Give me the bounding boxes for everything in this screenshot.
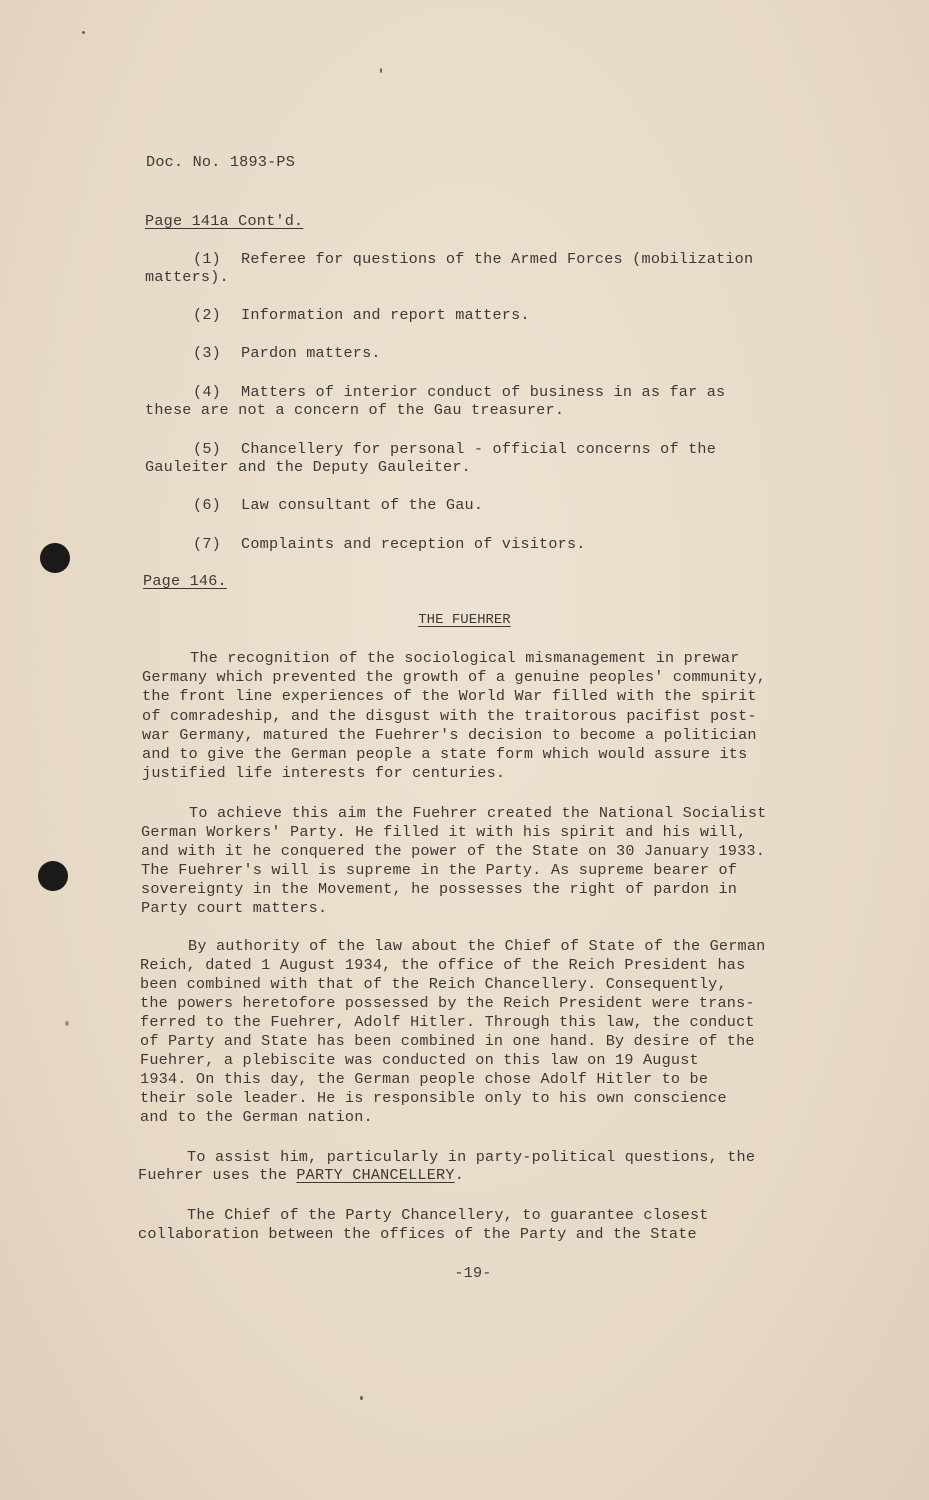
page-number: -19- <box>454 1264 492 1282</box>
item-text: Referee for questions of the Armed Forces (mobilization <box>241 250 754 268</box>
paragraph-line: justified life interests for centuries. <box>142 764 506 782</box>
paragraph-line: To assist him, particularly in party-political questions, the <box>187 1148 756 1166</box>
paragraph-line: Fuehrer, a plebiscite was conducted on this law on 19 August <box>140 1051 699 1069</box>
item-num: (3) <box>193 344 221 362</box>
item-num: (4) <box>193 383 221 401</box>
paragraph-line: Party court matters. <box>141 899 328 917</box>
item-text: matters). <box>145 268 229 286</box>
paragraph-line: German Workers' Party. He filled it with his spirit and his will, <box>141 823 747 841</box>
item-num: (5) <box>193 440 221 458</box>
paragraph-line: The recognition of the sociological mismanagement in prewar <box>190 649 740 667</box>
item-text: Information and report matters. <box>241 306 530 324</box>
paragraph-line: The Chief of the Party Chancellery, to guarantee closest <box>187 1206 709 1224</box>
item-text: Gauleiter and the Deputy Gauleiter. <box>145 458 471 476</box>
item-num: (7) <box>193 535 221 553</box>
paragraph-line: collaboration between the offices of the Party and the State <box>138 1225 697 1243</box>
paragraph-line: The Fuehrer's will is supreme in the Party. As supreme bearer of <box>141 861 738 879</box>
paragraph-line: and to the German nation. <box>140 1108 373 1126</box>
item-num: (6) <box>193 496 221 514</box>
paragraph-line: of comradeship, and the disgust with the traitorous pacifist post- <box>142 707 757 725</box>
text-fragment: . <box>454 1166 465 1184</box>
paragraph-line: the front line experiences of the World War filled with the spirit <box>142 687 757 705</box>
paragraph-line: and to give the German people a state form which would assure its <box>142 745 748 763</box>
paragraph-line: their sole leader. He is responsible only to his own conscience <box>140 1089 727 1107</box>
item-text: Pardon matters. <box>241 344 381 362</box>
paragraph-line: By authority of the law about the Chief of State of the German <box>188 937 766 955</box>
section-heading-page-146: Page 146. <box>143 572 227 590</box>
punch-hole-top <box>40 543 70 573</box>
paragraph-line: To achieve this aim the Fuehrer created the National Socialist <box>189 804 767 822</box>
section-heading-page-141a: Page 141a Cont'd. <box>145 212 304 230</box>
paragraph-line: war Germany, matured the Fuehrer's decision to become a politician <box>142 726 757 744</box>
speck <box>380 68 382 73</box>
speck <box>360 1396 363 1400</box>
text-fragment: Fuehrer uses the <box>138 1166 297 1184</box>
paragraph-line: and with it he conquered the power of the State on 30 January 1933. <box>141 842 766 860</box>
paragraph-line: of Party and State has been combined in one hand. By desire of the <box>140 1032 755 1050</box>
item-text: these are not a concern of the Gau treasurer. <box>145 401 565 419</box>
item-text: Law consultant of the Gau. <box>241 496 484 514</box>
paragraph-line <box>138 1166 464 1185</box>
title-the-fuehrer: THE FUEHRER <box>418 612 511 628</box>
punch-hole-bottom <box>38 861 68 891</box>
paragraph-line: ferred to the Fuehrer, Adolf Hitler. Through this law, the conduct <box>140 1013 755 1031</box>
speck <box>82 31 85 34</box>
item-text: Complaints and reception of visitors. <box>241 535 586 553</box>
paragraph-line: Germany which prevented the growth of a genuine peoples' community, <box>142 668 767 686</box>
party-chancellery-term: PARTY CHANCELLERY <box>296 1166 455 1184</box>
speck <box>65 1021 69 1026</box>
item-text: Matters of interior conduct of business in as far as <box>241 383 726 401</box>
paragraph-line: the powers heretofore possessed by the Reich President were trans- <box>140 994 755 1012</box>
item-num: (1) <box>193 250 221 268</box>
paragraph-line: Reich, dated 1 August 1934, the office of the Reich President has <box>140 956 746 974</box>
paragraph-line: sovereignty in the Movement, he possesses the right of pardon in <box>141 880 738 898</box>
doc-number: Doc. No. 1893-PS <box>146 153 296 171</box>
item-text: Chancellery for personal - official concerns of the <box>241 440 717 458</box>
paragraph-line: been combined with that of the Reich Chancellery. Consequently, <box>140 975 727 993</box>
item-num: (2) <box>193 306 221 324</box>
paragraph-line: 1934. On this day, the German people chose Adolf Hitler to be <box>140 1070 709 1088</box>
